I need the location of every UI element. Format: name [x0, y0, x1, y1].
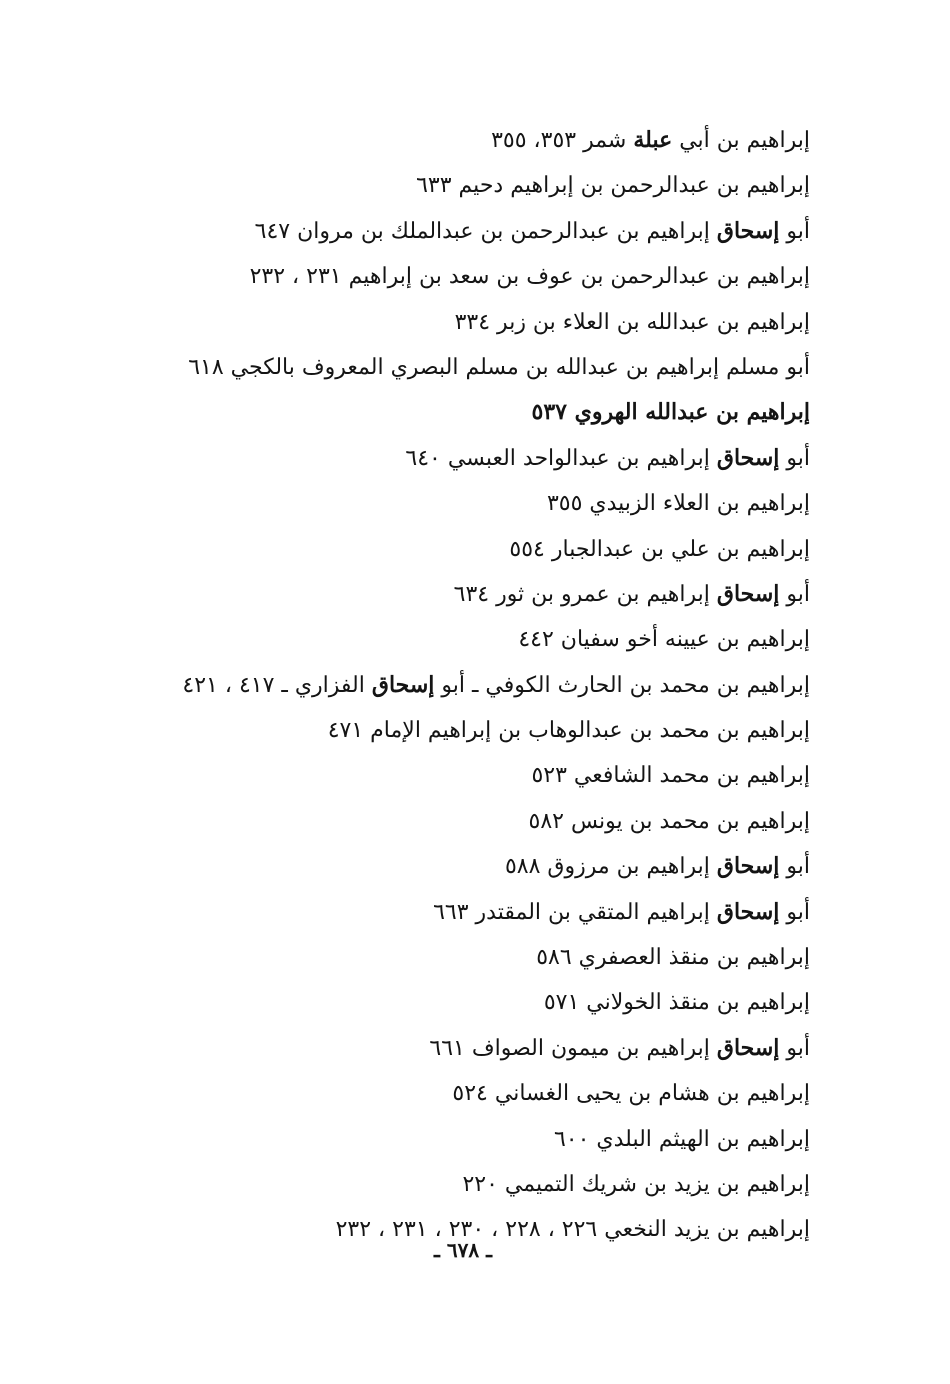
entry-text: شمر ٣٥٣، ٣٥٥ — [491, 128, 634, 153]
entry-text: إبراهيم بن عبدالواحد العبسي ٦٤٠ — [405, 445, 717, 471]
index-entry — [170, 980, 810, 1025]
index-entry — [170, 1162, 810, 1207]
index-entry — [170, 436, 810, 481]
index-entry — [170, 753, 810, 798]
entry-text: أبو — [779, 218, 810, 244]
index-entry — [170, 390, 810, 435]
entry-text: أبو — [779, 581, 810, 607]
entry-text: إبراهيم بن محمد بن يونس ٥٨٢ — [528, 808, 810, 834]
entry-text: إبراهيم بن عيينه أخو سفيان ٤٤٢ — [518, 627, 810, 653]
index-list — [170, 118, 810, 1253]
index-entry — [170, 617, 810, 662]
index-entry — [170, 209, 810, 254]
page-number: ـ ٦٧٨ ـ — [434, 1238, 492, 1262]
entry-text: إبراهيم بن يزيد النخعي ٢٢٦ ، ٢٢٨ ، ٢٣٠ ، ٢٣١ ، ٢٣٢ — [335, 1217, 810, 1243]
entry-text: إبراهيم بن هشام بن يحيى الغساني ٥٢٤ — [452, 1081, 810, 1107]
entry-text: إبراهيم بن عمرو بن ثور ٦٣٤ — [453, 581, 717, 607]
entry-text: إبراهيم بن عبدالرحمن بن عوف بن سعد بن إبراهيم ٢٣١ ، ٢٣٢ — [249, 264, 810, 290]
entry-text: إبراهيم بن ميمون الصواف ٦٦١ — [429, 1035, 717, 1061]
entry-bold-text: إسحاق — [716, 580, 780, 607]
entry-text: أبو — [779, 445, 810, 471]
entry-text: إبراهيم بن مرزوق ٥٨٨ — [504, 854, 717, 880]
entry-bold-text: إسحاق — [716, 444, 780, 471]
entry-bold-text: إسحاق — [716, 898, 780, 925]
entry-bold-text: إسحاق — [716, 1034, 780, 1061]
entry-text: إبراهيم بن محمد بن عبدالوهاب بن إبراهيم الإمام ٤٧١ — [327, 718, 810, 744]
entry-text: إبراهيم بن الهيثم البلدي ٦٠٠ — [553, 1126, 810, 1152]
index-entry — [170, 1117, 810, 1162]
index-entry — [170, 844, 810, 889]
index-entry — [170, 481, 810, 526]
index-entry — [170, 1026, 810, 1071]
entry-text: أبو مسلم إبراهيم بن عبدالله بن مسلم البصري المعروف بالكجي ٦١٨ — [188, 354, 810, 380]
index-entry — [170, 572, 810, 617]
entry-bold-text: إسحاق — [716, 217, 780, 244]
index-entry — [170, 118, 810, 163]
entry-text: إبراهيم المتقي بن المقتدر ٦٦٣ — [433, 899, 717, 925]
entry-bold-text: إسحاق — [371, 671, 435, 698]
index-entry — [170, 663, 810, 708]
index-entry — [170, 254, 810, 299]
entry-bold-text: إبراهيم بن عبدالله الهروي ٥٣٧ — [531, 399, 810, 426]
entry-bold-text: إسحاق — [716, 853, 780, 880]
index-entry — [170, 345, 810, 390]
index-entry — [170, 708, 810, 753]
entry-text: إبراهيم بن العلاء الزبيدي ٣٥٥ — [546, 491, 810, 517]
entry-text: إبراهيم بن عبدالرحمن بن عبدالملك بن مروان ٦٤٧ — [254, 218, 717, 244]
entry-text: إبراهيم بن منقذ الخولاني ٥٧١ — [543, 990, 810, 1016]
entry-text: الفزاري ـ ٤١٧ ، ٤٢١ — [182, 672, 372, 698]
entry-text: إبراهيم بن أبي — [672, 128, 810, 153]
index-entry — [170, 300, 810, 345]
entry-text: أبو — [779, 854, 810, 880]
index-entry — [170, 799, 810, 844]
index-entry — [170, 890, 810, 935]
index-entry — [170, 527, 810, 572]
entry-text: أبو — [779, 899, 810, 925]
entry-text: إبراهيم بن محمد بن الحارث الكوفي ـ أبو — [434, 672, 810, 698]
entry-bold-text: عبلة — [633, 127, 673, 153]
entry-text: إبراهيم بن منقذ العصفري ٥٨٦ — [536, 945, 810, 971]
index-entry — [170, 163, 810, 208]
entry-text: إبراهيم بن يزيد بن شريك التميمي ٢٢٠ — [462, 1171, 810, 1197]
index-entry — [170, 1071, 810, 1116]
entry-text: أبو — [779, 1035, 810, 1061]
entry-text: إبراهيم بن علي بن عبدالجبار ٥٥٤ — [509, 536, 810, 562]
index-entry — [170, 935, 810, 980]
entry-text: إبراهيم بن عبدالله بن العلاء بن زبر ٣٣٤ — [454, 309, 810, 335]
entry-text: إبراهيم بن عبدالرحمن بن إبراهيم دحيم ٦٣٣ — [416, 173, 810, 199]
entry-text: إبراهيم بن محمد الشافعي ٥٢٣ — [531, 763, 810, 789]
